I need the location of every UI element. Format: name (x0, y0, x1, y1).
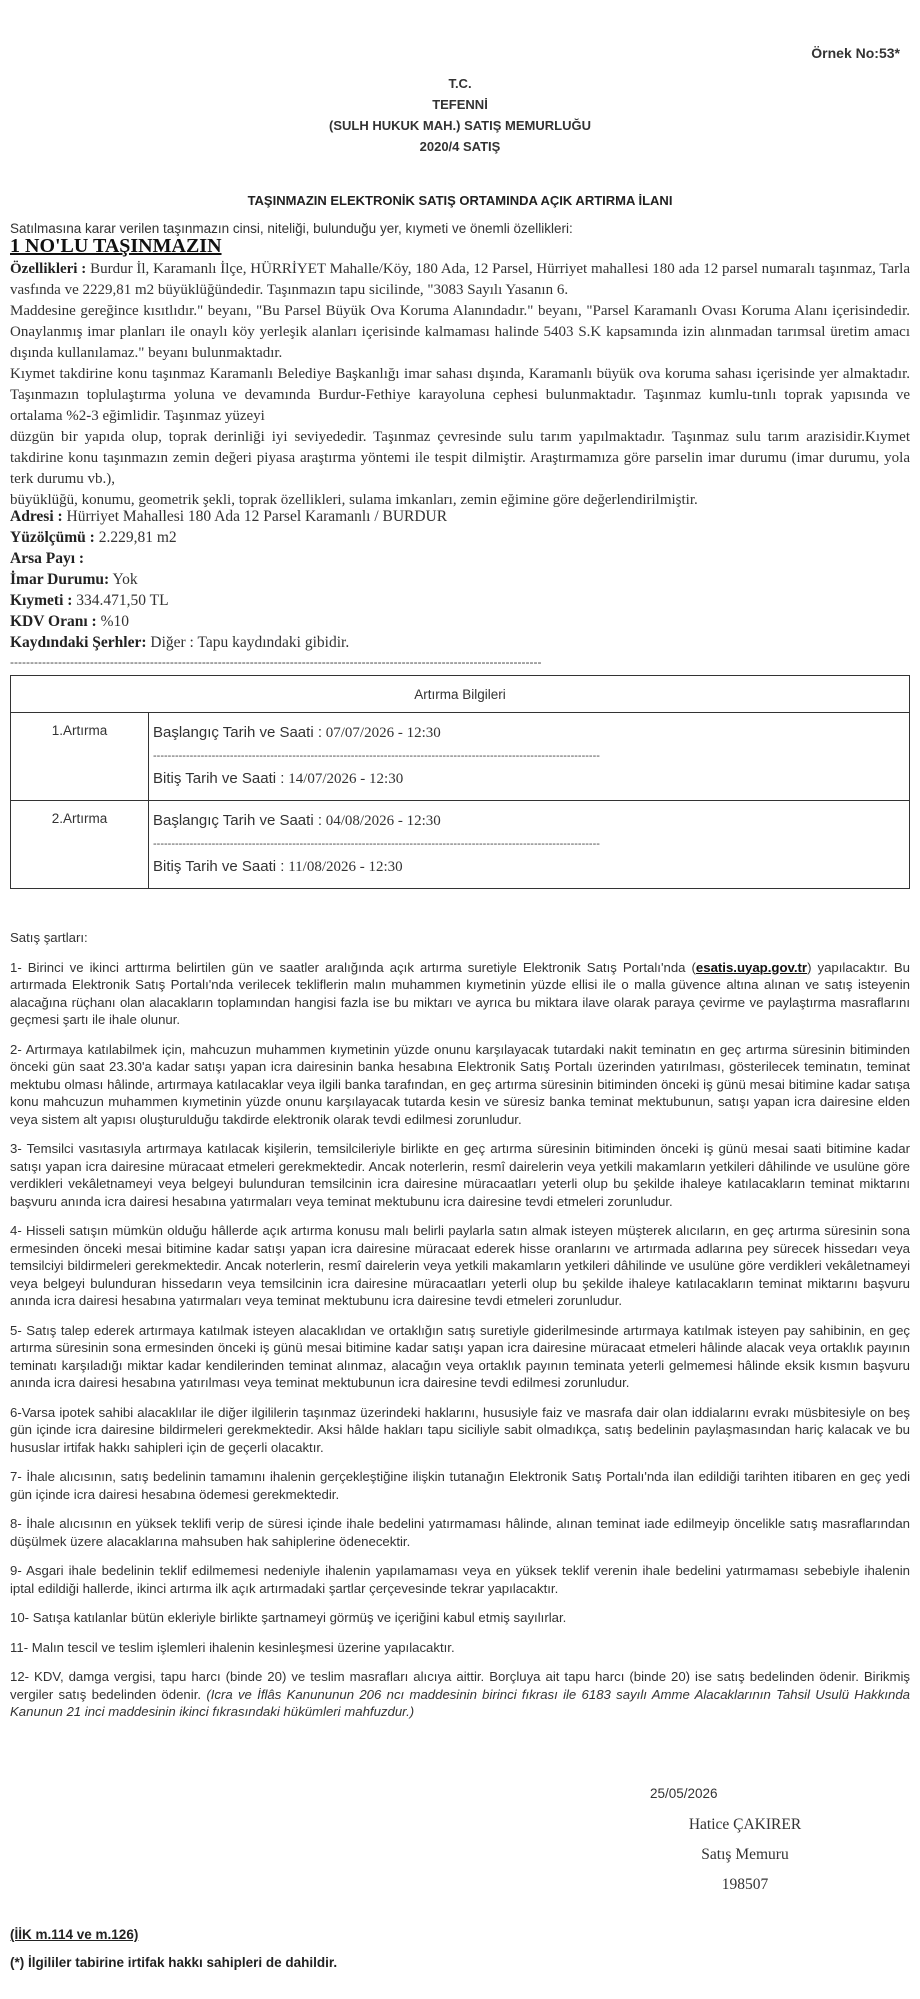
sale-conditions (10, 929, 910, 1733)
property-fields (10, 506, 447, 653)
signer-title: Satış Memuru (701, 1846, 789, 1863)
legal-reference: (İİK m.114 ve m.126) (10, 1927, 139, 1942)
signer-name: Hatice ÇAKIRER (688, 1816, 802, 1833)
ozellikleri-label: Özellikleri : (10, 261, 87, 277)
end-value: 14/07/2026 - 12:30 (288, 770, 404, 787)
header-line: (SULH HUKUK MAH.) SATIŞ MEMURLUĞU (329, 118, 591, 133)
field-value: 2.229,81 m2 (98, 529, 177, 546)
field-value: Hürriyet Mahallesi 180 Ada 12 Parsel Karamanlı / BURDUR (66, 508, 448, 525)
artirma-dates (149, 801, 910, 889)
condition-item: 8- İhale alıcısının en yüksek teklifi verip de süresi içinde ihale bedelini yatırmaması hâlinde, alınan teminat iade edilmeyip öncelikle satış masraflarından düşülmek üzere alacaklarına mahsuben hak sahiplerine ödenecektir. (10, 1516, 910, 1549)
intro-text: Satılmasına karar verilen taşınmazın cinsi, niteliği, bulunduğu yer, kıymeti ve önemli özellikleri: (10, 221, 573, 236)
signature-block (650, 1810, 840, 1900)
property-description (10, 259, 910, 511)
condition-item: 12- KDV, damga vergisi, tapu harcı (binde 20) ve teslim masrafları alıcıya aittir. Borçluya ait tapu harcı (binde 20) ise satış bedelinden ödenir. Birikmiş vergiler satış bedelinden ödenir. (Icra ve İflâs Kanununun 206 ncı maddesinin birinci fıkrası ile 6183 sayılı Amme Alacaklarının Tahsil Usulü Hakkında Kanunun 21 inci maddesinin ikinci fıkrasındaki hükümleri mahfuzdur.) (10, 1669, 911, 1719)
field-row (10, 548, 447, 569)
ilan-title: TAŞINMAZIN ELEKTRONİK SATIŞ ORTAMINDA AÇIK ARTIRMA İLANI (247, 193, 673, 208)
condition-item: 3- Temsilci vasıtasıyla artırmaya katılacak kişilerin, temsilcileriyle birlikte en geç artırma süresinin bitiminden önceki iş günü mesai saati bitimine kadar satışı yapan icra dairesine müracaat etmeleri gerekmektedir. Ancak noterlerin, resmî dairelerin veya yetkili makamların yetkileri dâhilinde ve usulüne göre verdikleri vekâletnameyi veya belgeyi bulunduran temsilcinin icra dairesine müracaatları yeterli olup bu şekilde ihaleye katılacakların teminat miktarını başvuru anında icra dairesi hesabına yatırmaları veya teminat mektubunu icra dairesine tevdi etmeleri zorunludur. (10, 1141, 910, 1209)
field-label: İmar Durumu: (10, 571, 110, 588)
field-row (10, 527, 447, 548)
start-value: 07/07/2026 - 12:30 (325, 724, 441, 741)
condition-item: 6-Varsa ipotek sahibi alacaklılar ile diğer ilgililerin taşınmaz üzerindeki haklarını, hususiyle faiz ve masrafa dair olan iddialarını evrakı müsbitesiyle on beş gün içinde icra dairesine bildirmeleri gerekmektedir. Aksi hâlde hakları tapu siciliyle sabit olmadıkça, satış bedelinin paylaşmasından hariç kalacak ve bu hususlar irtifak hakkı sahipleri için de geçerli olacaktır. (10, 1404, 910, 1455)
artirma-table (10, 675, 910, 889)
header-line: T.C. (448, 76, 472, 91)
description-paragraph: Maddesine gereğince kısıtlıdır." beyanı, "Bu Parsel Büyük Ova Koruma Alanındadır." beyanı, "Parsel Karamanlı Ovası Koruma Alanı içerisindedir. Onaylanmış imar planları ile onaylı köy yerleşik alanları içerisinde kalmaması halinde 5403 S.K kapsamında izin alınmadan tarımsal üretim amacı dışında kullanılamaz." beyanı bulunmaktadır. (10, 303, 910, 361)
description-paragraph: düzgün bir yapıda olup, toprak derinliği iyi seviyededir. Taşınmaz çevresinde sulu tarım yapılmaktadır. Taşınmaz sulu tarım arazisidir.Kıymet takdirine konu taşınmazın zemin değeri piyasa araştırma yöntemi ile tespit dilmiştir. Araştırmamıza göre parselin imar durumu (imar durumu, yola terk durumu vb.), (10, 429, 910, 487)
ozellikleri-text: Burdur İl, Karamanlı İlçe, HÜRRİYET Mahalle/Köy, 180 Ada, 12 Parsel, Hürriyet mahallesi 180 ada 12 parsel numaralı taşınmaz, Tarla vasfında ve 2229,81 m2 büyüklüğündedir. Taşınmazın tapu sicilinde, "3083 Sayılı Yasanın 6. (10, 261, 910, 298)
field-label: Kıymeti : (10, 592, 73, 609)
signer-number: 198507 (721, 1876, 769, 1893)
field-label: Kaydındaki Şerhler: (10, 634, 147, 651)
table-row (11, 801, 910, 889)
artirma-name: 1.Artırma (11, 713, 149, 801)
end-label: Bitiş Tarih ve Saati : (153, 769, 285, 787)
field-value: 334.471,50 TL (76, 592, 169, 609)
artirma-table-header: Artırma Bilgileri (11, 676, 910, 713)
start-label: Başlangıç Tarih ve Saati : (153, 811, 322, 829)
condition-item: 7- İhale alıcısının, satış bedelinin tamamını ihalenin gerçekleştiğine ilişkin tutanağın Elektronik Satış Portalı'nda ilan edildiği tarihten itibaren en geç yedi gün içinde icra dairesi hesabına ödemesi gerekmektedir. (10, 1469, 910, 1502)
description-paragraph: büyüklüğü, konumu, geometrik şekli, toprak özellikleri, sulama imkanları, zemin eğimine göre değerlendirilmiştir. (10, 492, 698, 508)
esatis-link[interactable]: esatis.uyap.gov.tr (695, 959, 808, 975)
field-label: KDV Oranı : (10, 613, 97, 630)
legal-note: (Icra ve İflâs Kanununun 206 ncı maddesinin birinci fıkrası ile 6183 sayılı Amme Alacaklarının Tahsil Usulü Hakkında Kanunun 21 inci maddesinin ikinci fıkrasındaki hükümleri mahfuzdur.) (10, 1686, 911, 1719)
field-value: Yok (112, 571, 138, 588)
header-line: 2020/4 SATIŞ (419, 139, 501, 154)
ornek-no: Örnek No:53* (811, 45, 900, 61)
start-label: Başlangıç Tarih ve Saati : (153, 723, 322, 741)
condition-item: 2- Artırmaya katılabilmek için, mahcuzun muhammen kıymetinin yüzde onunu karşılayacak tutardaki nakit teminatın en geç artırma süresinin bitiminden önceki gün saat 23.30'a kadar satışı yapan icra dairesinin banka hesabına Elektronik Satış Portalı üzerinden yatırılması, gösterilecek teminatın, teminat mektubu olması hâlinde, artırmaya katılacaklar veya ilgili banka tarafından, en geç artırma süresinin bitiminden önceki iş günü mesai bitimine kadar satışa konu mahcuzun muhammen kıymetinin yüzde onunu karşılayacak tutarda kesin ve süresiz banka teminat mektubunun, satışı yapan icra dairesine elden veya sistem alt yapısı oluşturulduğu takdirde elektronik olarak tevdi edilmesi zorunludur. (10, 1041, 910, 1127)
field-label: Arsa Payı : (10, 550, 85, 567)
dashed-divider: ------------------------------------------------------------------------------------------------------------------------------------- (10, 655, 542, 669)
cell-divider: -------------------------------------------------------------------------------------------------------------------------- (153, 749, 600, 762)
field-row (10, 611, 447, 632)
lot-title: 1 NO'LU TAŞINMAZIN (10, 235, 222, 257)
field-label: Yüzölçümü : (10, 529, 95, 546)
document-header (10, 73, 910, 157)
document-date: 25/05/2026 (650, 1786, 718, 1801)
conditions-title: Satış şartları: (10, 930, 88, 945)
field-label: Adresi : (10, 508, 63, 525)
condition-item: 9- Asgari ihale bedelinin teklif edilmemesi nedeniyle ihalenin yapılamaması veya en yüksek teklif verenin ihale bedelini yatırmaması sebebiyle ihalenin iptal edildiği hallerde, ikinci artırma ilk açık artırmadaki şartlar çerçevesinde tekrar yapılacaktır. (10, 1563, 910, 1596)
field-value: %10 (100, 613, 129, 630)
footer-note: (*) İlgililer tabirine irtifak hakkı sahipleri de dahildir. (10, 1955, 338, 1970)
field-row (10, 632, 447, 653)
table-row (11, 713, 910, 801)
field-row (10, 569, 447, 590)
condition-item: 10- Satışa katılanlar bütün ekleriyle birlikte şartnameyi görmüş ve içeriğini kabul etmiş sayılırlar. (10, 1610, 567, 1625)
condition-item: 4- Hisseli satışın mümkün olduğu hâllerde açık artırma konusu malı belirli paylarla satın almak isteyen müşterek alıcıların, en geç artırma süresinin sona ermesinden önceki mesai bitimine kadar satışı yapan icra dairesine müracaat ederek hisse oranlarını ve artırmada adlarına pey sürecek hissedarı veya temsilciyi bildirmeleri gerekmektedir. Ancak noterlerin, resmî dairelerin veya yetkili makamların yetkileri dâhilinde ve usulüne göre verdikleri vekâletnameyi veya belgeyi bulunduran hissedarın veya temsilcinin icra dairesine müracaatları yeterli olup bu şekilde ihaleye katılacakların teminat miktarını başvuru anında icra dairesi hesabına yatırmaları veya teminat mektubunu icra dairesine tevdi etmeleri zorunludur. (10, 1223, 910, 1308)
header-line: TEFENNİ (432, 97, 488, 112)
start-value: 04/08/2026 - 12:30 (325, 812, 441, 829)
end-value: 11/08/2026 - 12:30 (288, 858, 403, 875)
condition-item: 5- Satış talep ederek artırmaya katılmak isteyen alacaklıdan ve ortaklığın satış suretiyle giderilmesinde artırmaya katılmak isteyen pay sahibinin, en geç artırma süresinin sona ermesinden önceki iş günü mesai bitimine kadar satışı yapan icra dairesine müracaat etmeleri hâlinde alacak veya ortaklık payının teminatı karşıladığı miktar kadar kendilerinden teminat alınmaz, alacağın veya ortaklık payının teminata yeterli gelmemesi hâlinde eksik kısmın başvuru anında icra dairesi hesabına yatırılması veya teminat mektubunun icra dairesine tevdi edilmesi zorunludur. (10, 1322, 910, 1390)
condition-item: 11- Malın tescil ve teslim işlemleri ihalenin kesinleşmesi üzerine yapılacaktır. (10, 1639, 455, 1655)
description-paragraph: Kıymet takdirine konu taşınmaz Karamanlı Belediye Başkanlığı imar sahası dışında, Karamanlı büyük ova koruma sahası içerisinde yer almaktadır. Taşınmazın toplulaştırma yoluna ve devamında Burdur-Fethiye karayoluna cephesi bulunmaktadır. Taşınmaz kumlu-tınlı toprak yapısında ve ortalama %2-3 eğimlidir. Taşınmaz yüzeyi (10, 366, 910, 424)
artirma-dates (149, 713, 910, 801)
field-row (10, 590, 447, 611)
cell-divider: -------------------------------------------------------------------------------------------------------------------------- (153, 837, 600, 850)
end-label: Bitiş Tarih ve Saati : (153, 857, 285, 875)
field-value: Diğer : Tapu kaydındaki gibidir. (150, 634, 350, 651)
condition-item: 1- Birinci ve ikinci arttırma belirtilen gün ve saatler aralığında açık artırma suretiyle Elektronik Satış Portalı'nda (esatis.uyap.gov.tr) yapılacaktır. Bu artırmada Elektronik Satış Portalı'nda verilecek tekliflerin malın muhammen kıymetinin yüzde ellisi ile o malla güvence altına alınan ve satış isteyenin alacağına rüçhanı olan alacakların toplamından hangisi fazla ise bu miktarı ve ayrıca bu miktara ilave olarak paraya çevirme ve paylaştırma masraflarını geçmesi şartı ile ihale olunur. (10, 959, 910, 1027)
artirma-name: 2.Artırma (11, 801, 149, 889)
field-row (10, 506, 447, 527)
